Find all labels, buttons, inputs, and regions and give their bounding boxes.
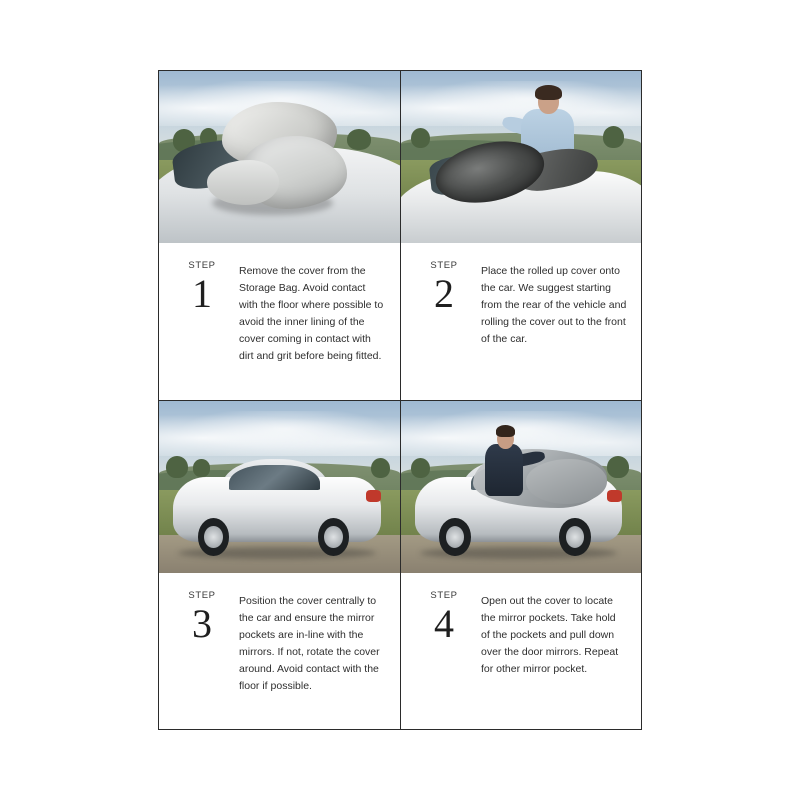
step-4-number: 4 <box>434 600 454 646</box>
step-4-caption <box>401 573 641 729</box>
step-2-caption <box>401 243 641 400</box>
step-3-marker <box>175 591 229 719</box>
step-panel-2 <box>400 70 642 400</box>
step-panel-3 <box>158 400 400 730</box>
clouds <box>159 411 400 456</box>
taillight <box>366 490 380 502</box>
step-3-label: STEP <box>188 590 216 601</box>
step-1-marker <box>175 261 229 390</box>
person-torso <box>485 444 523 496</box>
car-windows <box>229 465 321 491</box>
rolled-cover-end <box>207 160 279 205</box>
rear-wheel <box>318 518 349 556</box>
step-3-caption <box>159 573 400 729</box>
step-2-label: STEP <box>430 260 458 271</box>
step-1-label: STEP <box>188 260 216 271</box>
person-hair <box>535 85 561 100</box>
tree-icon <box>371 458 390 479</box>
step-1-caption <box>159 243 400 400</box>
step-4-photo <box>401 401 641 573</box>
step-3-number: 3 <box>192 600 212 646</box>
steps-grid <box>158 70 642 730</box>
rear-wheel <box>559 518 590 556</box>
taillight <box>607 490 621 502</box>
step-2-photo <box>401 71 641 243</box>
tree-icon <box>607 456 629 478</box>
step-4-label: STEP <box>430 590 458 601</box>
step-panel-1 <box>158 70 400 400</box>
step-3-photo <box>159 401 400 573</box>
tree-icon <box>347 129 371 150</box>
step-1-text: Remove the cover from the Storage Bag. Avoid contact with the floor where possible to avoid the inner lining of the cover coming in contact with dirt and grit before being fitted. <box>239 265 384 362</box>
step-1-number: 1 <box>192 270 212 316</box>
step-panel-4 <box>400 400 642 730</box>
step-1-photo <box>159 71 400 243</box>
step-2-text: Place the rolled up cover onto the car. We suggest starting from the rear of the vehicle and rolling the cover out to the front of the car. <box>481 265 627 345</box>
front-wheel <box>439 518 470 556</box>
tree-icon <box>193 459 210 476</box>
tree-icon <box>411 128 430 149</box>
step-2-number: 2 <box>434 270 454 316</box>
step-4-text: Open out the cover to locate the mirror pockets. Take hold of the pockets and pull down over the door mirrors. Repeat for other mirror pocket. <box>481 595 619 675</box>
front-wheel <box>198 518 229 556</box>
step-3-text: Position the cover centrally to the car and ensure the mirror pockets are in-line with the mirrors. If not, rotate the cover around. Avoid contact with the floor if possible. <box>239 595 380 692</box>
instruction-sheet <box>158 70 642 730</box>
step-4-marker <box>417 591 471 719</box>
person-hair <box>496 425 515 437</box>
step-2-marker <box>417 261 471 390</box>
car-cover-rear-section <box>526 459 608 504</box>
tree-icon <box>166 456 188 478</box>
tree-icon <box>411 458 430 479</box>
tree-icon <box>603 126 625 148</box>
